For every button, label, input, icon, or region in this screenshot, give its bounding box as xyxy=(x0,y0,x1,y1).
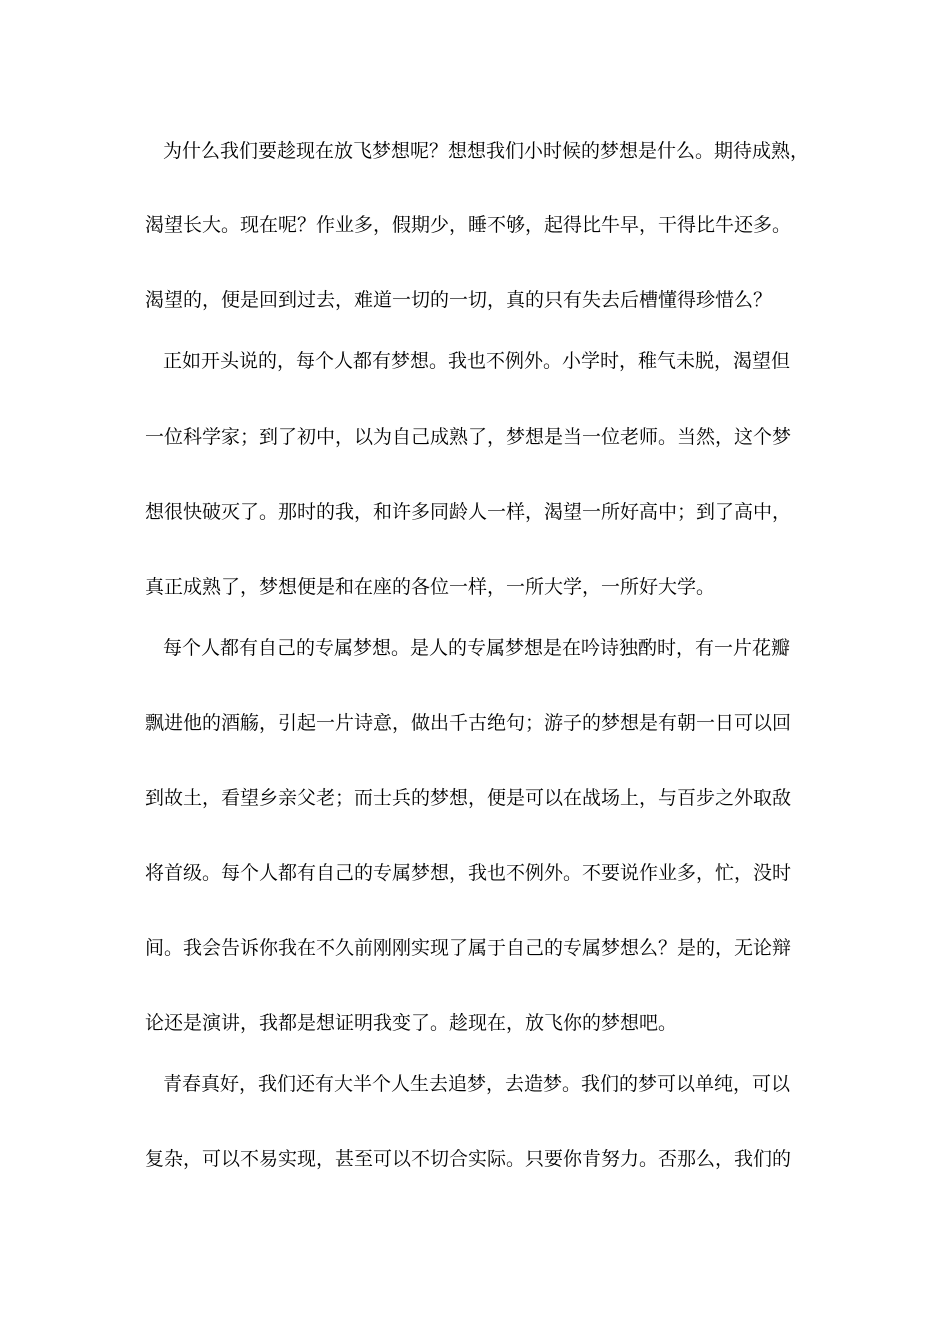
text-line: 论还是演讲，我都是想证明我变了。趁现在，放飞你的梦想吧。 xyxy=(145,1012,678,1034)
text-line: 将首级。每个人都有自己的专属梦想，我也不例外。不要说作业多，忙，没时 xyxy=(145,862,792,884)
text-line: 为什么我们要趁现在放飞梦想呢？想想我们小时候的梦想是什么。期待成熟， xyxy=(163,140,810,162)
text-line: 正如开头说的，每个人都有梦想。我也不例外。小学时，稚气未脱，渴望但 xyxy=(163,350,791,372)
text-line: 飘进他的酒觞，引起一片诗意，做出千古绝句；游子的梦想是有朝一日可以回 xyxy=(145,712,792,734)
text-line: 复杂，可以不易实现，甚至可以不切合实际。只要你肯努力。否那么，我们的 xyxy=(145,1148,792,1170)
text-line: 青春真好，我们还有大半个人生去追梦，去造梦。我们的梦可以单纯，可以 xyxy=(163,1073,791,1095)
text-line: 渴望长大。现在呢？作业多，假期少，睡不够，起得比牛早，干得比牛还多。 xyxy=(145,214,792,236)
text-line: 真正成熟了，梦想便是和在座的各位一样，一所大学，一所好大学。 xyxy=(145,576,716,598)
text-line: 想很快破灭了。那时的我，和许多同龄人一样，渴望一所好高中；到了高中， xyxy=(145,501,792,523)
text-line: 每个人都有自己的专属梦想。是人的专属梦想是在吟诗独酌时，有一片花瓣 xyxy=(163,637,791,659)
text-line: 渴望的，便是回到过去，难道一切的一切，真的只有失去后槽懂得珍惜么？ xyxy=(145,289,773,311)
text-line: 一位科学家；到了初中，以为自己成熟了，梦想是当一位老师。当然，这个梦 xyxy=(145,426,792,448)
text-line: 间。我会告诉你我在不久前刚刚实现了属于自己的专属梦想么？是的，无论辩 xyxy=(145,937,792,959)
text-line: 到故土，看望乡亲父老；而士兵的梦想，便是可以在战场上，与百步之外取敌 xyxy=(145,787,792,809)
